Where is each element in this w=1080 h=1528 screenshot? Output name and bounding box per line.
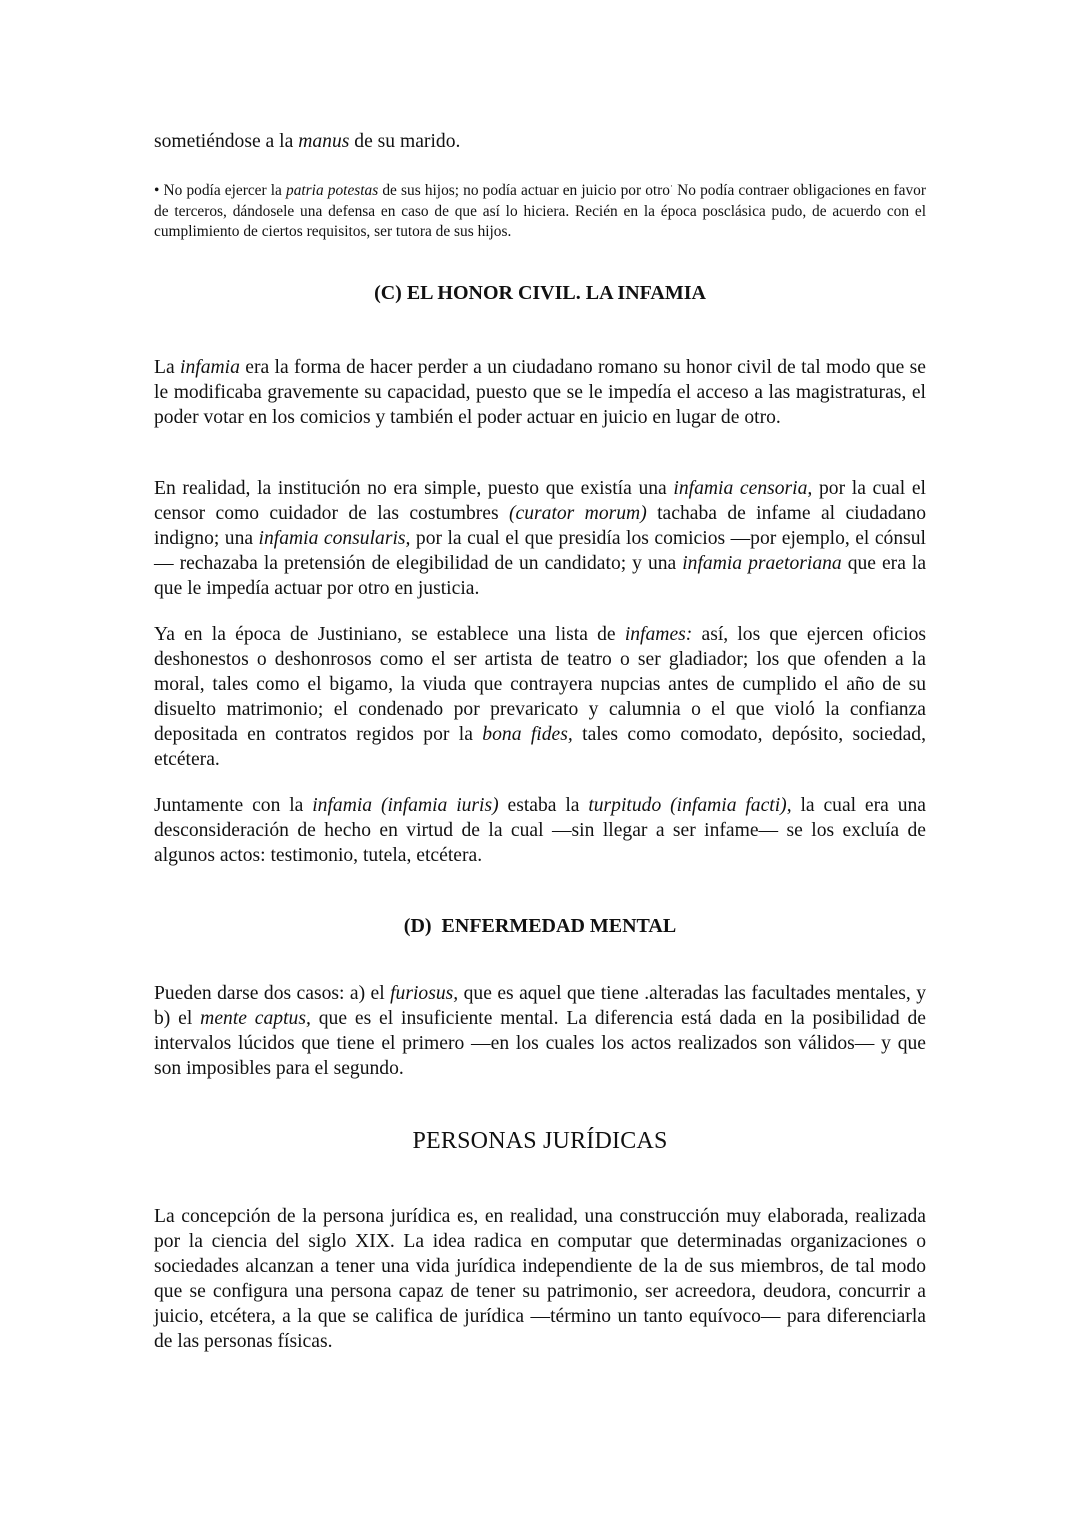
- personas-juridicas-title: PERSONAS JURÍDICAS: [412, 1128, 668, 1154]
- section-d-title: (D) ENFERMEDAD MENTAL: [403, 915, 677, 937]
- bullet-marker: •: [154, 182, 160, 200]
- bullet-paragraph: • No podía ejercer la patria potestas de sus hijos; no podía actuar en juicio por otro· No podía contraer obligaciones en favor de terceros, dándosele una defensa en caso de que así lo hiciera. Recién en la época posclásica pudo, de acuerdo con el cumplimiento de ciertos requisitos, ser tutora de sus hijos.: [154, 181, 926, 241]
- section-c-paragraph-1: La infamia era la forma de hacer perder a un ciudadano romano su honor civil de tal modo que se le modificaba gravemente su capacidad, puesto que se le impedía el acceso a las magistraturas, el poder votar en los comicios y también el poder actuar en juicio en lugar de otro.: [154, 357, 926, 428]
- section-c-title: (C) EL HONOR CIVIL. LA INFAMIA: [374, 282, 706, 304]
- personas-juridicas-paragraph: La concepción de la persona jurídica es, en realidad, una construcción muy elaborada, realizada por la ciencia del siglo XIX. La idea radica en computar que determinadas organizaciones o sociedades alcanzan a tener una vida jurídica independiente de la de sus miembros, de tal modo que se configura una persona capaz de tener su patrimonio, ser acreedora, deudora, concurrir a juicio, etcétera, a la que se califica de jurídica —término un tanto equívoco— para diferenciarla de las personas físicas.: [154, 1206, 926, 1352]
- intro-line: sometiéndose a la manus de su marido.: [154, 131, 461, 152]
- section-c-paragraph-4: Juntamente con la infamia (infamia iuris) estaba la turpitudo (infamia facti), la cual era una desconsideración de hecho en virtud de la cual —sin llegar a ser infame— se los excluía de algunos actos: testimonio, tutela, etcétera.: [154, 795, 926, 866]
- section-d-paragraph-1: Pueden darse dos casos: a) el furiosus, que es aquel que tiene .alteradas las facultades mentales, y b) el mente captus, que es el insuficiente mental. La diferencia está dada en la posibilidad de intervalos lúcidos que tiene el primero —en los cuales los actos realizados son válidos— y que son imposibles para el segundo.: [154, 983, 926, 1079]
- section-c-paragraph-2: En realidad, la institución no era simple, puesto que existía una infamia censoria, por la cual el censor como cuidador de las costumbres (curator morum) tachaba de infame al ciudadano indigno; una infamia consularis, por la cual el que presidía los comicios —por ejemplo, el cónsul— rechazaba la pretensión de elegibilidad de un candidato; y una infamia praetoriana que era la que le impedía actuar por otro en justicia.: [154, 478, 927, 599]
- section-c-paragraph-3: Ya en la época de Justiniano, se establece una lista de infames: así, los que ejercen oficios deshonestos o deshonrosos como el ser artista de teatro o ser gladiador; los que ofenden a la moral, tales como el bigamo, la viuda que contrayera nupcias antes de cumplido el año de su disuelto matrimonio; el condenado por prevaricato y calumnia o el que violó la confianza depositada en contratos regidos por la bona fides, tales como comodato, depósito, sociedad, etcétera.: [154, 624, 926, 770]
